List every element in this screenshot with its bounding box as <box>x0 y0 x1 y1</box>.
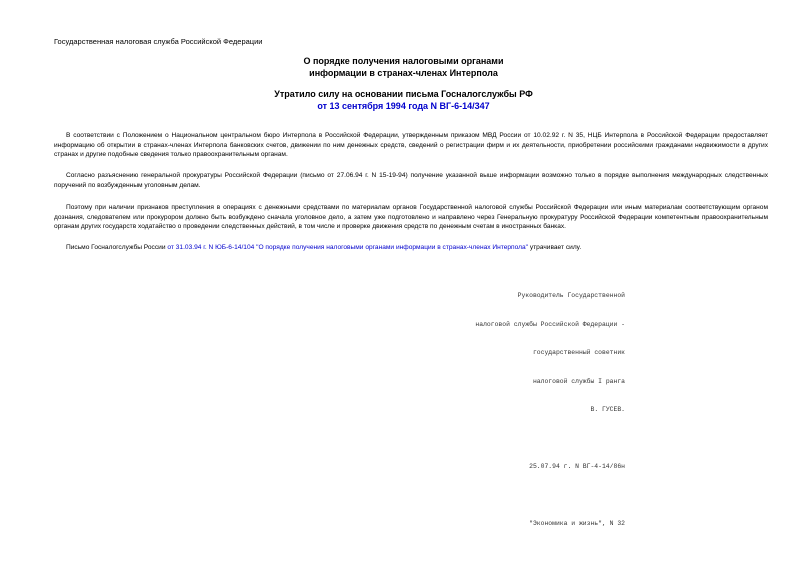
document-title-line-2: информации в странах-членах Интерпола <box>309 67 498 78</box>
body-paragraph-3 <box>54 203 768 232</box>
body-paragraph-4-text <box>54 243 768 253</box>
paragraph-4-prefix: Письмо Госналогслужбы России <box>66 244 168 251</box>
paragraph-4-suffix: утрачивает силу. <box>528 244 582 251</box>
body-paragraph-2 <box>54 171 768 190</box>
signature-spacer-1 <box>440 434 625 444</box>
body-paragraph-2-text: Согласно разъяснению генеральной прокуратуры Российской Федерации (письмо от 27.06.94 г. N 15-19-94) получение указанной выше информации возможно только в порядке выполнения международных следственных поручений по возбужденным уголовным делам. <box>54 172 768 189</box>
body-paragraph-1 <box>54 131 768 160</box>
body-paragraph-1-text: В соответствии с Положением о Национальном центральном бюро Интерпола в Российской Федерации, утвержденным приказом МВД России от 10.02.92 г. N 35, НЦБ Интерпола в Российской Федерации предоставляет информацию об открытии в странах-членах Интерпола банковских счетов, движении по ним денежных средств, сведений о регистрации фирм и их деятельности, приобретении российскими гражданами недвижимости в других странах и другие подобные сведения только правоохранительным органам. <box>54 132 768 159</box>
body-paragraph-4 <box>54 243 768 253</box>
lapse-reference-link[interactable]: от 13 сентября 1994 года N ВГ-6-14/347 <box>317 100 490 111</box>
document-reference: 25.07.94 г. N ВГ-4-14/86н <box>529 463 625 470</box>
lapse-notice <box>0 89 807 112</box>
signature-line-3: государственный советник <box>532 349 625 356</box>
signature-spacer-2 <box>440 491 625 501</box>
signature-line-1: Руководитель Государственной <box>517 292 625 299</box>
document-title <box>0 56 807 79</box>
signature-line-4: налоговой службы I ранга <box>532 377 625 385</box>
signature-block <box>440 272 625 548</box>
signer-name: В. ГУСЕВ. <box>590 406 625 413</box>
publication-source: "Экономика и жизнь", N 32 <box>529 520 625 527</box>
revoked-letter-link[interactable]: от 31.03.94 г. N ЮБ-6-14/104 "О порядке получения налоговыми органами информации в странах-членах Интерпола" <box>167 244 528 251</box>
body-paragraph-3-text: Поэтому при наличии признаков преступления в операциях с денежными средствами по материалам органов Государственной налоговой службы Российской Федерации или иным материалам соответствующим органом дознания, следователем или прокурором должно быть возбуждено сначала уголовное дело, а затем уже подготовлено и направлено через Генеральную прокуратуру Российской Федерации компетентным правоохранительным органам других государств ходатайство о проведении следственных действий, в том числе и проверке движения средств по денежным счетам в иностранных банках. <box>54 204 768 231</box>
signature-line-2: налоговой службы Российской Федерации - <box>475 320 625 328</box>
lapse-notice-line-1: Утратило силу на основании письма Госналогслужбы РФ <box>274 89 533 99</box>
document-title-line-1: О порядке получения налоговыми органами <box>303 56 504 66</box>
organization-header: Государственная налоговая служба Российской Федерации <box>54 37 263 46</box>
